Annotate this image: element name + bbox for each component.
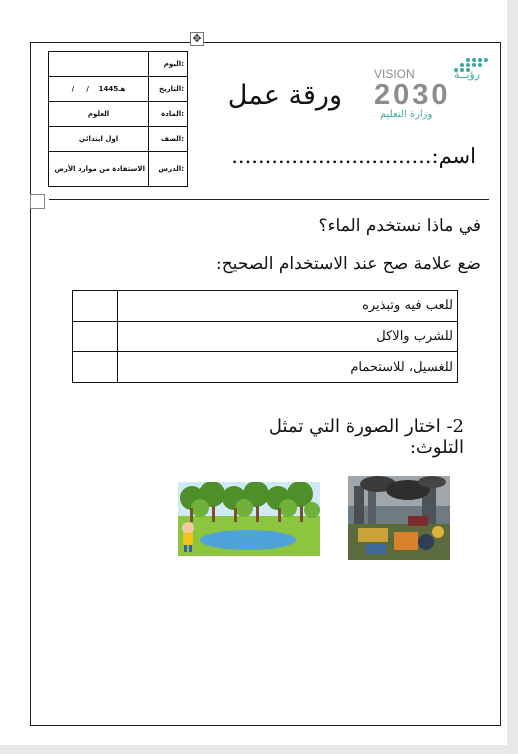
option-row	[73, 352, 458, 383]
subject-value[interactable]: العلوم	[49, 102, 149, 127]
table-resize-handle[interactable]	[30, 194, 45, 209]
option-text: للشرب والاكل	[118, 321, 458, 352]
clean-nature-image[interactable]	[178, 482, 320, 556]
lesson-label: الدرس:	[149, 152, 188, 187]
answer-checkbox[interactable]	[73, 352, 118, 383]
pollution-image[interactable]	[348, 476, 450, 560]
day-value[interactable]	[49, 52, 149, 77]
day-label: اليوم:	[149, 52, 188, 77]
info-row-day	[49, 52, 188, 77]
info-row-subject	[49, 102, 188, 127]
table-move-handle-icon[interactable]: ✥	[190, 32, 204, 46]
option-row	[73, 321, 458, 352]
option-text: للغسيل، للاستحمام	[118, 352, 458, 383]
option-text: للعب فيه وتبذيره	[118, 291, 458, 322]
info-row-date	[49, 77, 188, 102]
answer-checkbox[interactable]	[73, 291, 118, 322]
subject-label: المادة:	[149, 102, 188, 127]
logo-ministry-text: وزارة التعليم	[380, 109, 433, 120]
info-row-grade	[49, 127, 188, 152]
lesson-value[interactable]: الاستفادة من موارد الأرض	[49, 152, 149, 187]
grade-label: الصف:	[149, 127, 188, 152]
date-value[interactable]: / / 1445هـ	[49, 77, 149, 102]
water-use-options-table	[72, 290, 458, 383]
question-1-title: في ماذا نستخدم الماء؟	[318, 216, 481, 236]
date-label: التاريخ:	[149, 77, 188, 102]
header-divider	[49, 199, 489, 200]
logo-vision-text: VISION	[374, 67, 415, 81]
question-1-instruction: ضع علامة صح عند الاستخدام الصحيح:	[215, 254, 481, 274]
logo-year-text: 2030	[374, 79, 451, 111]
option-row	[73, 291, 458, 322]
question-2-title: 2- اختار الصورة التي تمثل التلوث:	[268, 416, 464, 458]
worksheet-title: ورقة عمل	[227, 80, 342, 111]
student-info-table	[48, 51, 188, 187]
logo-ruya-text: رؤيــة	[454, 68, 481, 81]
vision-2030-ministry-logo	[372, 54, 490, 120]
answer-checkbox[interactable]	[73, 321, 118, 352]
grade-value[interactable]: اول ابتدائي	[49, 127, 149, 152]
student-name-field[interactable]: اسم:..............................	[231, 144, 476, 168]
info-row-lesson	[49, 152, 188, 187]
